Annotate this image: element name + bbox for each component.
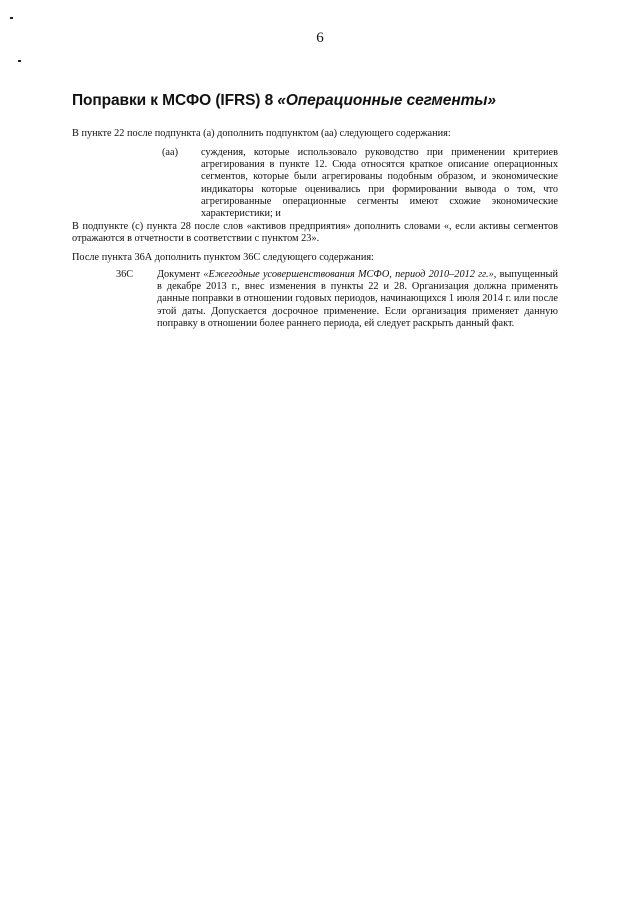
- page-number: 6: [316, 30, 324, 46]
- page-title-standard: «Операционные сегменты»: [277, 92, 496, 109]
- item-36c-text-after: , выпущенный в декабре 2013 г., внес изменения в пункты 22 и 28. Организация должна применять данные поправки в отношении годовых периодов, начинающихся 1 июля 2014 г. или после этой даты. Допускается досрочное применение. Если организация применяет данную поправку в отношении более раннего периода, ей следует раскрыть данный факт.: [157, 269, 558, 329]
- scan-speck-top: [10, 17, 13, 19]
- page-title-prefix: Поправки к МСФО (IFRS) 8: [72, 92, 278, 109]
- paragraph-22-instruction: В пункте 22 после подпункта (а) дополнить подпунктом (аа) следующего содержания:: [72, 128, 451, 139]
- item-36c-text-before: Документ: [157, 269, 204, 280]
- item-36c-text: [157, 269, 558, 330]
- page-title: [72, 92, 592, 110]
- scan-speck-left: [18, 60, 21, 62]
- subitem-aa-text: суждения, которые использовало руководство при применении критериев агрегирования в пункте 12. Сюда относятся краткое описание операционных сегментов, которые были агрегированы подобным образом, и экономические индикаторы которые оценивались при формировании вывода о том, что агрегированные операционные сегменты имеют схожие экономические характеристики; и: [201, 147, 558, 220]
- item-36c-document-title: «Ежегодные усовершенствования МСФО, период 2010–2012 гг.»: [203, 269, 494, 280]
- subitem-aa-label: (аа): [162, 147, 178, 158]
- item-36c-label: 36С: [116, 269, 134, 280]
- paragraph-28-instruction: В подпункте (с) пункта 28 после слов «активов предприятия» дополнить словами «, если активы сегментов отражаются в отчетности в соответствии с пунктом 23».: [72, 221, 558, 245]
- paragraph-36a-instruction: После пункта 36А дополнить пунктом 36С следующего содержания:: [72, 252, 374, 263]
